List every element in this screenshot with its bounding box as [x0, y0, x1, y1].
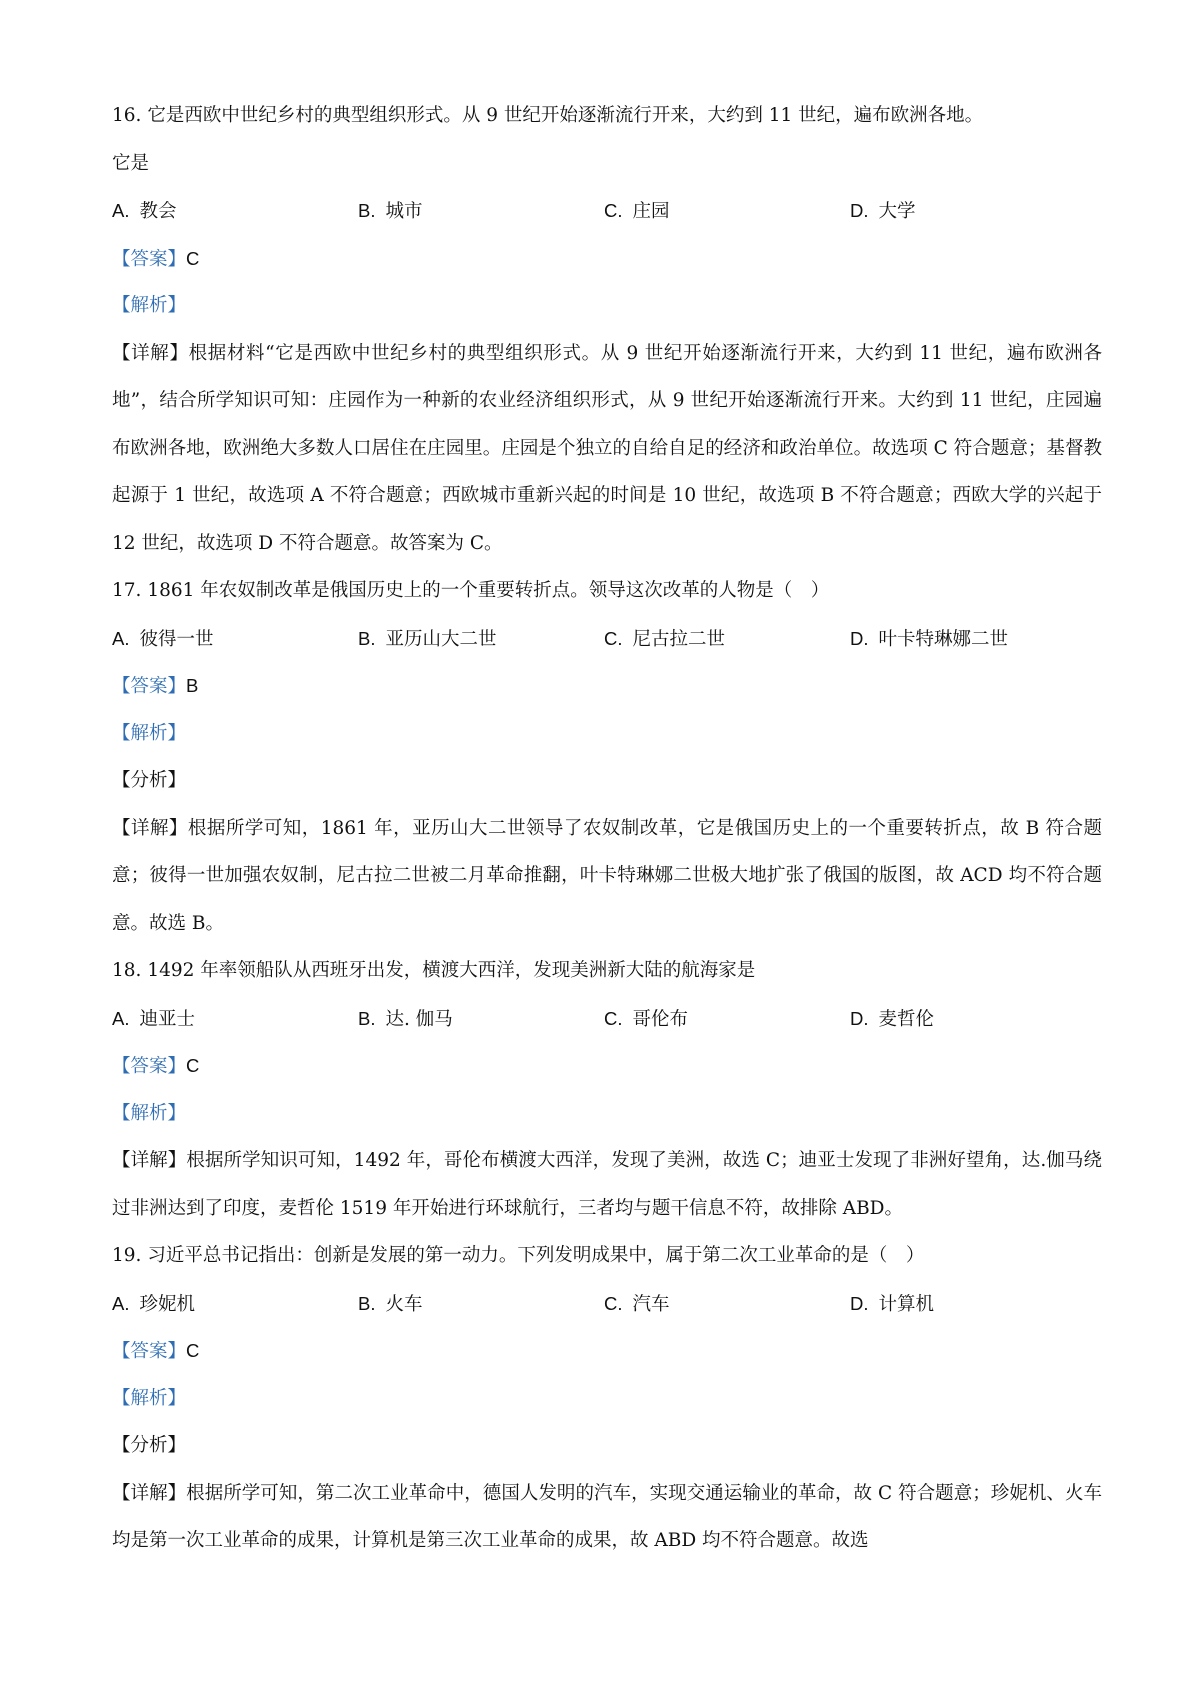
option-b: B. 火车: [358, 1292, 423, 1315]
detail-tag: 【详解】: [112, 1482, 187, 1504]
question-number: 17.: [112, 580, 142, 601]
answer-value: B: [186, 675, 199, 696]
answer-line: [112, 1327, 1102, 1375]
detail-text: 根据所学可知，第二次工业革命中，德国人发明的汽车，实现交通运输业的革命，故 C 符合题意；珍妮机、火车均是第一次工业革命的成果，计算机是第三次工业革命的成果，故 ABD 均不符合题意。故选: [112, 1482, 1102, 1551]
option-c: C. 尼古拉二世: [604, 627, 726, 650]
answer-tag: 【答案】: [112, 1056, 187, 1077]
detail-paragraph: [112, 805, 1102, 948]
answer-tag: 【答案】: [112, 676, 187, 697]
question-18: [112, 947, 1102, 1232]
options-row: [112, 995, 1102, 1043]
detail-tag: 【详解】: [112, 1150, 187, 1171]
question-stem-text: 1861 年农奴制改革是俄国历史上的一个重要转折点。领导这次改革的人物是（ ）: [147, 580, 830, 601]
answer-value: C: [186, 1340, 200, 1361]
question-17: [112, 567, 1102, 947]
option-a: A. 教会: [112, 200, 177, 222]
question-19: [112, 1232, 1102, 1565]
question-stem-text: 它是西欧中世纪乡村的典型组织形式。从 9 世纪开始逐渐流行开来，大约到 11 世纪，遍布欧洲各地。: [147, 105, 984, 126]
option-d: D. 大学: [850, 200, 916, 222]
fenxi-tag: 【分析】: [112, 1435, 187, 1456]
detail-paragraph: [112, 330, 1102, 568]
answer-tag: 【答案】: [112, 248, 187, 270]
detail-paragraph: [112, 1470, 1102, 1565]
analysis-tag: 【解析】: [112, 295, 187, 316]
question-stem: [112, 92, 1102, 140]
question-stem: [112, 947, 1102, 995]
option-d: D. 叶卡特琳娜二世: [850, 627, 1009, 650]
question-number: 19.: [112, 1245, 142, 1266]
option-a: A. 彼得一世: [112, 627, 214, 650]
option-a: A. 迪亚士: [112, 1007, 195, 1030]
answer-line: [112, 235, 1102, 283]
option-c: C. 哥伦布: [604, 1007, 689, 1030]
answer-tag: 【答案】: [112, 1341, 187, 1362]
analysis-tag: 【解析】: [112, 722, 187, 744]
options-row: [112, 615, 1102, 663]
option-b: B. 城市: [358, 200, 423, 222]
answer-line: [112, 662, 1102, 710]
question-stem-text: 1492 年率领船队从西班牙出发，横渡大西洋，发现美洲新大陆的航海家是: [147, 960, 756, 981]
option-b: B. 达. 伽马: [358, 1007, 453, 1030]
option-c: C. 庄园: [604, 200, 670, 222]
question-number: 18.: [112, 960, 142, 981]
option-c: C. 汽车: [604, 1292, 670, 1315]
question-stem: [112, 1232, 1102, 1280]
detail-text: 根据所学可知，1861 年，亚历山大二世领导了农奴制改革，它是俄国历史上的一个重要转折点，故 B 符合题意；彼得一世加强农奴制，尼古拉二世被二月革命推翻，叶卡特琳娜二世极大地扩张了俄国的版图，故 ACD 均不符合题意。故选 B。: [112, 817, 1102, 934]
question-number: 16.: [112, 105, 142, 126]
answer-value: C: [186, 247, 200, 269]
options-row: [112, 187, 1102, 235]
analysis-tag: 【解析】: [112, 1387, 187, 1409]
fenxi-tag: 【分析】: [112, 770, 187, 791]
document-page: [112, 92, 1102, 1565]
question-stem: [112, 567, 1102, 615]
answer-value: C: [186, 1055, 200, 1076]
detail-tag: 【详解】: [112, 817, 188, 839]
question-16: [112, 92, 1102, 567]
question-stem-text: 习近平总书记指出：创新是发展的第一动力。下列发明成果中，属于第二次工业革命的是（ ）: [147, 1245, 925, 1266]
option-d: D. 计算机: [850, 1292, 935, 1315]
option-a: A. 珍妮机: [112, 1292, 195, 1315]
option-b: B. 亚历山大二世: [358, 627, 497, 650]
detail-tag: 【详解】: [112, 342, 189, 364]
options-row: [112, 1280, 1102, 1328]
analysis-tag: 【解析】: [112, 1102, 187, 1124]
answer-line: [112, 1042, 1102, 1090]
question-stem-continued: 它是: [112, 152, 150, 174]
detail-paragraph: [112, 1137, 1102, 1232]
option-d: D. 麦哲伦: [850, 1007, 935, 1030]
detail-text: 根据材料“它是西欧中世纪乡村的典型组织形式。从 9 世纪开始逐渐流行开来，大约到 11 世纪，遍布欧洲各地”，结合所学知识可知：庄园作为一种新的农业经济组织形式，从 9 世纪开始逐渐流行开来。大约到 11 世纪，庄园遍布欧洲各地，欧洲绝大多数人口居住在庄园里。庄园是个独立的自给自足的经济和政治单位。故选项 C 符合题意；基督教起源于 1 世纪，故选项 A 不符合题意；西欧城市重新兴起的时间是 10 世纪，故选项 B 不符合题意；西欧大学的兴起于 12 世纪，故选项 D 不符合题意。故答案为 C。: [112, 342, 1102, 554]
detail-text: 根据所学知识可知，1492 年，哥伦布横渡大西洋，发现了美洲，故选 C；迪亚士发现了非洲好望角，达.伽马绕过非洲达到了印度，麦哲伦 1519 年开始进行环球航行，三者均与题干信息不符，故排除 ABD。: [112, 1150, 1102, 1219]
